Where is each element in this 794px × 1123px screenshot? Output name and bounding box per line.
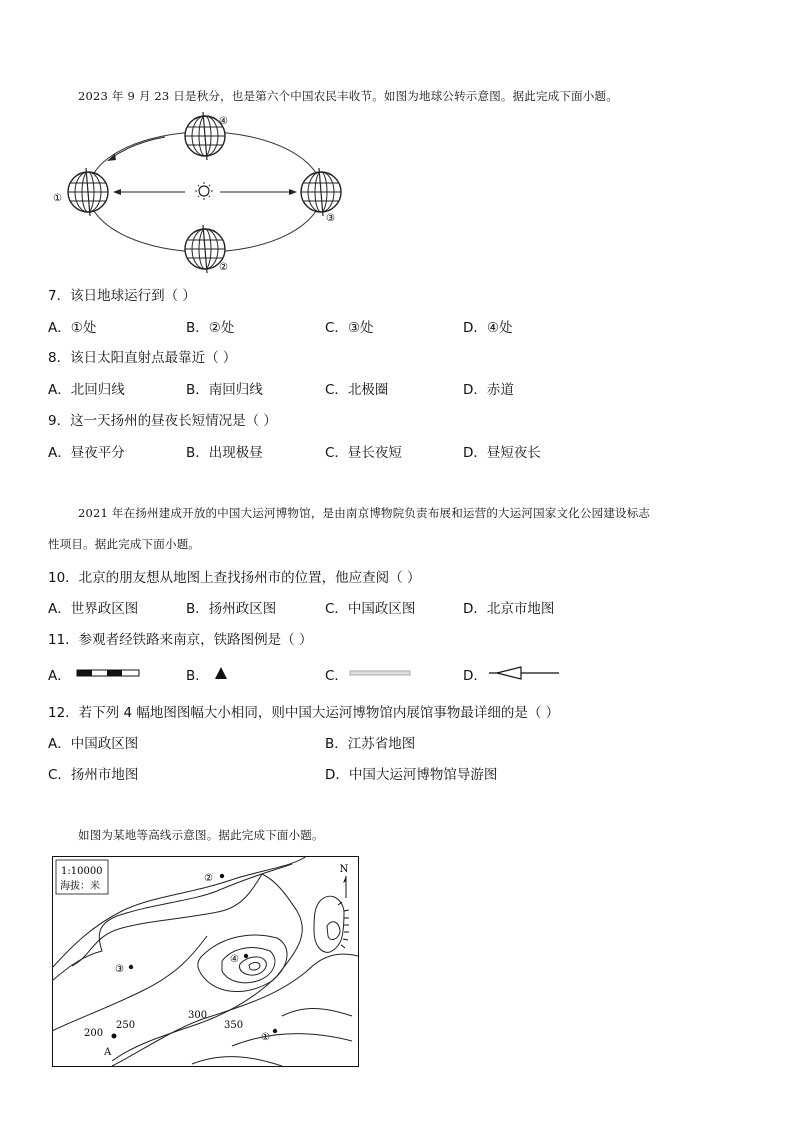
triangle-peak-icon [214, 666, 228, 680]
point-a-label: A [104, 1047, 112, 1058]
contour-label-250: 250 [116, 1020, 136, 1031]
q12-option-a[interactable]: A．中国政区图 [48, 736, 139, 752]
q9-option-d[interactable]: D．昼短夜长 [463, 445, 541, 461]
q8-option-d[interactable]: D．赤道 [463, 382, 514, 398]
earth-orbit-diagram [45, 112, 365, 277]
intro-text-2-line1: 2021 年在扬州建成开放的中国大运河博物馆，是由南京博物院负责布展和运营的大运河国家文化公园建设标志 [78, 506, 651, 520]
orbit-label-2: ② [219, 262, 228, 273]
contour-label-300: 300 [188, 1010, 208, 1021]
q7-option-b[interactable]: B．②处 [186, 320, 235, 336]
q8-option-a[interactable]: A．北回归线 [48, 382, 125, 398]
question-7: 7．该日地球运行到（ ） [48, 288, 196, 304]
double-line-road-icon [349, 668, 411, 678]
q12-option-d[interactable]: D．中国大运河博物馆导游图 [325, 767, 498, 783]
contour-label-350: 350 [224, 1020, 244, 1031]
q7-option-c[interactable]: C．③处 [325, 320, 374, 336]
orbit-label-1: ① [53, 193, 62, 204]
q11-option-c[interactable] [325, 664, 445, 684]
orbit-label-4: ④ [219, 116, 228, 127]
point-2-label: ② [204, 873, 213, 884]
q9-option-c[interactable]: C．昼长夜短 [325, 445, 402, 461]
globe-position-1 [68, 168, 108, 216]
q10-option-c[interactable]: C．中国政区图 [325, 601, 416, 617]
globe-position-3 [301, 168, 341, 216]
sun-icon [195, 182, 213, 200]
map-elevation-unit: 海拔：米 [60, 881, 100, 892]
q11-option-c-label: C． [325, 668, 348, 684]
intro-text-2-line2: 性项目。据此完成下面小题。 [48, 537, 201, 551]
q11-option-a-label: A． [48, 668, 71, 684]
q7-option-a[interactable]: A．①处 [48, 320, 97, 336]
orbit-label-3: ③ [326, 213, 335, 224]
q12-option-c[interactable]: C．扬州市地图 [48, 767, 139, 783]
q11-option-b[interactable] [186, 664, 306, 684]
intro-text-3: 如图为某地等高线示意图。据此完成下面小题。 [78, 828, 324, 842]
q7-option-d[interactable]: D．④处 [463, 320, 513, 336]
q11-option-d[interactable] [463, 664, 583, 684]
railway-symbol-icon [76, 668, 140, 678]
q10-option-a[interactable]: A．世界政区图 [48, 601, 139, 617]
q9-option-a[interactable]: A．昼夜平分 [48, 445, 125, 461]
north-label: N [339, 864, 349, 875]
contour-label-200: 200 [84, 1028, 104, 1039]
q11-option-b-label: B． [186, 668, 209, 684]
q9-option-b[interactable]: B．出现极昼 [186, 445, 263, 461]
contour-map [52, 856, 360, 1068]
q10-option-d[interactable]: D．北京市地图 [463, 601, 555, 617]
q12-option-b[interactable]: B．江苏省地图 [325, 736, 416, 752]
question-9: 9．这一天扬州的昼夜长短情况是（ ） [48, 413, 277, 429]
q8-option-b[interactable]: B．南回归线 [186, 382, 263, 398]
q11-option-a[interactable] [48, 664, 168, 684]
question-10: 10．北京的朋友想从地图上查找扬州市的位置，他应查阅（ ） [48, 570, 421, 586]
point-3-label: ③ [115, 964, 124, 975]
q8-option-c[interactable]: C．北极圈 [325, 382, 389, 398]
question-11: 11．参观者经铁路来南京，铁路图例是（ ） [48, 632, 313, 648]
intro-text-1: 2023 年 9 月 23 日是秋分，也是第六个中国农民丰收节。如图为地球公转示意图。据此完成下面小题。 [78, 89, 618, 103]
q10-option-b[interactable]: B．扬州政区图 [186, 601, 277, 617]
question-12: 12．若下列 4 幅地图图幅大小相同，则中国大运河博物馆内展馆事物最详细的是（ ） [48, 705, 560, 721]
q11-option-d-label: D． [463, 668, 487, 684]
arrow-line-icon [487, 665, 561, 681]
point-4-label: ④ [230, 954, 239, 965]
map-scale: 1:10000 [61, 866, 103, 877]
point-1-label: ① [261, 1032, 270, 1043]
question-8: 8．该日太阳直射点最靠近（ ） [48, 350, 237, 366]
